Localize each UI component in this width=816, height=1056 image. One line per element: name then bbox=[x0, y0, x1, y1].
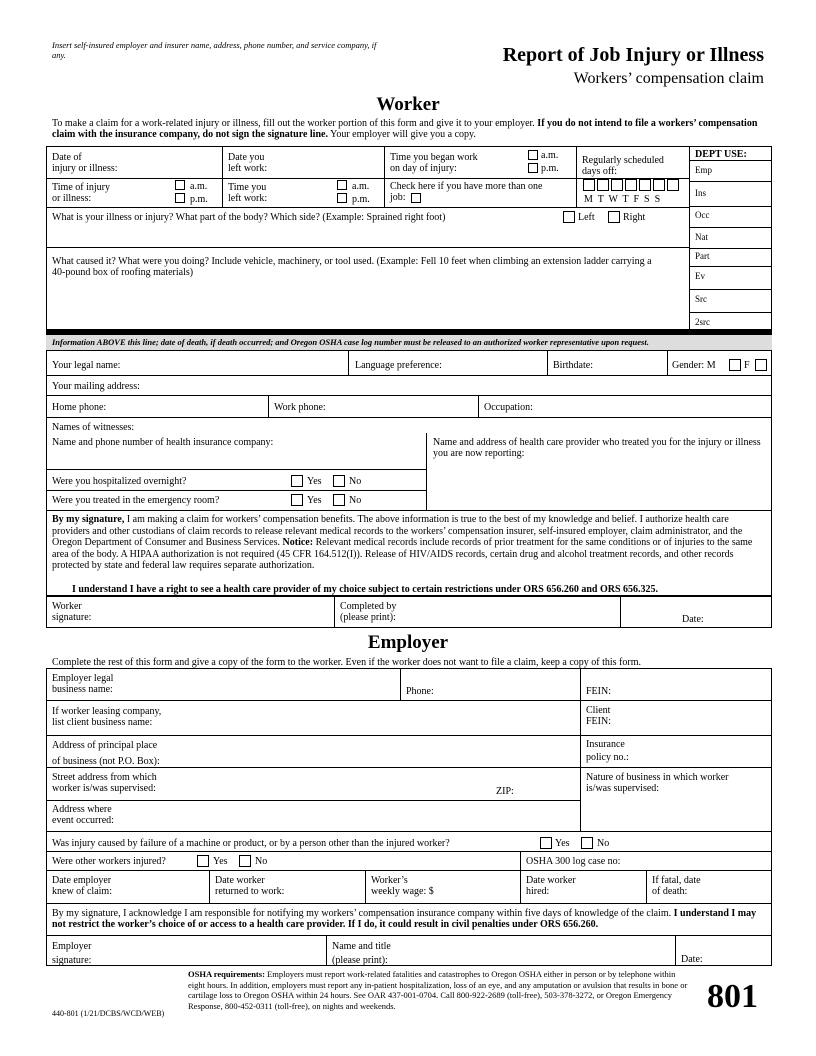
health-insurance-field[interactable]: Name and phone number of health insurance company: bbox=[52, 437, 274, 448]
day-off-saturday-checkbox[interactable] bbox=[653, 179, 665, 191]
osha-text: Employers must report work-related fatalities and catastrophes to Oregon OSHA either in person or by telephone within eight hours. In addition, employers must report any in-patient hospitalization, loss of an eye, and any amputation or avulsion that results in bone or cartilage loss to Oregon OSHA within 24 hours. See OAR 437-001-0704. Call 800-922-2689 (toll-free), 503-378-3272, or Oregon Emergency Response, 800-452-0311 (toll-free), on nights and weekends. bbox=[188, 969, 688, 1011]
zip-field[interactable]: ZIP: bbox=[496, 786, 514, 797]
completed-by-field[interactable]: Completed by (please print): bbox=[340, 601, 397, 623]
er-question: Were you treated in the emergency room? bbox=[52, 495, 220, 506]
insurance-policy-field[interactable]: Insurance policy no.: bbox=[586, 739, 629, 763]
am-label: a.m. bbox=[190, 181, 208, 192]
street-address-field[interactable]: Street address from which worker is/was supervised: bbox=[52, 772, 157, 794]
ack-bold: I understand I may not restrict the worker’s choice of or access to a health care provider. If I do, it could result in civil penalties under ORS 656.260. bbox=[52, 908, 757, 930]
dept-nat: Nat bbox=[695, 232, 708, 242]
left-label: Left bbox=[578, 212, 595, 223]
illness-injury-question[interactable]: What is your illness or injury? What part of the body? Which side? (Example: Sprained right foot) bbox=[52, 212, 446, 223]
cause-question[interactable]: What caused it? What were you doing? Include vehicle, machinery, or tool used. (Example: Fell 10 feet when climbing an extension ladder carrying a 40-pound box of roofing materials) bbox=[52, 256, 652, 278]
form-number: 801 bbox=[707, 978, 758, 1015]
other-injured-yes-checkbox[interactable] bbox=[197, 855, 209, 867]
health-care-provider-field[interactable]: Name and address of health care provider who treated you for the injury or illness you are now reporting: bbox=[433, 437, 761, 459]
worker-intro bbox=[52, 118, 764, 140]
no-label: No bbox=[255, 856, 268, 867]
date-employer-knew-field[interactable]: Date employer knew of claim: bbox=[52, 875, 112, 897]
legal-name-field[interactable]: Your legal name: bbox=[52, 360, 121, 371]
principal-address-field[interactable]: Address of principal place of business (not P.O. Box): bbox=[52, 740, 160, 767]
date-returned-field[interactable]: Date worker returned to work: bbox=[215, 875, 285, 897]
failure-question: Was injury caused by failure of a machine or product, or by a person other than the injured worker? bbox=[52, 838, 450, 849]
witnesses-field[interactable]: Names of witnesses: bbox=[52, 422, 135, 433]
employer-signature-field[interactable]: Employer signature: bbox=[52, 941, 92, 966]
other-workers-question: Were other workers injured? bbox=[52, 856, 166, 867]
gender-m-checkbox[interactable] bbox=[729, 359, 741, 371]
pm-label: p.m. bbox=[352, 194, 370, 205]
day-off-sunday-checkbox[interactable] bbox=[667, 179, 679, 191]
regularly-scheduled-days-off: Regularly scheduled days off: bbox=[582, 155, 664, 177]
days-of-week: M T W T F S S bbox=[584, 194, 661, 205]
form-subtitle: Workers’ compensation claim bbox=[573, 70, 764, 87]
other-injured-no-checkbox[interactable] bbox=[239, 855, 251, 867]
employer-phone-field[interactable]: Phone: bbox=[406, 686, 434, 697]
worker-signature-statement bbox=[52, 514, 768, 572]
employer-section-title: Employer bbox=[367, 632, 449, 653]
failure-yes-checkbox[interactable] bbox=[540, 837, 552, 849]
home-phone-field[interactable]: Home phone: bbox=[52, 402, 107, 413]
time-injury-pm-checkbox[interactable] bbox=[175, 193, 185, 203]
sig-bold: By my signature, bbox=[52, 514, 125, 525]
employer-intro: Complete the rest of this form and give a copy of the form to the worker. Even if the worker does not want to file a claim, keep a copy of this form. bbox=[52, 657, 641, 668]
worker-intro-tail: Your employer will give you a copy. bbox=[330, 129, 476, 140]
hospitalized-no-checkbox[interactable] bbox=[333, 475, 345, 487]
insert-note: Insert self-insured employer and insurer name, address, phone number, and service company, if any. bbox=[52, 40, 377, 60]
gender-f-label: F bbox=[744, 360, 750, 371]
name-title-field[interactable]: Name and title (please print): bbox=[332, 941, 391, 966]
yes-label: Yes bbox=[307, 495, 322, 506]
no-label: No bbox=[349, 476, 362, 487]
am-label: a.m. bbox=[541, 150, 559, 161]
time-of-injury-field[interactable]: Time of injury or illness: bbox=[52, 182, 110, 204]
weekly-wage-field[interactable]: Worker’s weekly wage: $ bbox=[371, 875, 434, 897]
dept-ins: Ins bbox=[695, 188, 706, 198]
dept-src: Src bbox=[695, 294, 707, 304]
no-label: No bbox=[349, 495, 362, 506]
dept-part: Part bbox=[695, 251, 710, 261]
gender-label: Gender: M bbox=[672, 360, 716, 371]
worker-intro-bold: If you do not intend to file a workers’ compensation claim with the insurance company, do not sign the signature line. bbox=[52, 118, 758, 140]
employer-date-field[interactable]: Date: bbox=[681, 954, 703, 965]
hospitalized-question: Were you hospitalized overnight? bbox=[52, 476, 187, 487]
date-hired-field[interactable]: Date worker hired: bbox=[526, 875, 576, 897]
sig-text-1: I am making a claim for workers’ compensation benefits. The above information is true to the best of my knowledge and belief. I authorize health care providers and other custodians of claim records to release relevant medical records to the workers’ compensation insurer, self-insured employer, claim administrator, and the Oregon Department of Consumer and Business Services. bbox=[52, 514, 743, 548]
time-left-am-checkbox[interactable] bbox=[337, 180, 347, 190]
er-yes-checkbox[interactable] bbox=[291, 494, 303, 506]
failure-no-checkbox[interactable] bbox=[581, 837, 593, 849]
dept-emp: Emp bbox=[695, 165, 712, 175]
nature-of-business-field[interactable]: Nature of business in which worker is/was supervised: bbox=[586, 772, 729, 794]
day-off-monday-checkbox[interactable] bbox=[583, 179, 595, 191]
worker-date-field[interactable]: Date: bbox=[682, 614, 704, 625]
no-label: No bbox=[597, 838, 610, 849]
employer-fein-field[interactable]: FEIN: bbox=[586, 686, 611, 697]
dept-ev: Ev bbox=[695, 271, 705, 281]
am-label: a.m. bbox=[352, 181, 370, 192]
more-than-one-job: Check here if you have more than one job: bbox=[390, 181, 543, 203]
time-injury-am-checkbox[interactable] bbox=[175, 180, 185, 190]
employer-legal-name-field[interactable]: Employer legal business name: bbox=[52, 673, 114, 695]
time-left-work-field[interactable]: Time you left work: bbox=[228, 182, 268, 204]
worker-signature-row bbox=[46, 596, 772, 628]
more-than-one-job-checkbox[interactable] bbox=[411, 193, 421, 203]
work-phone-field[interactable]: Work phone: bbox=[274, 402, 326, 413]
notice-bold: Notice: bbox=[282, 537, 314, 548]
dept-2src: 2src bbox=[695, 317, 710, 327]
employer-acknowledgement bbox=[52, 908, 768, 930]
form-title: Report of Job Injury or Illness bbox=[502, 44, 764, 66]
date-left-work-field[interactable]: Date you left work: bbox=[228, 152, 268, 174]
pm-label: p.m. bbox=[541, 163, 559, 174]
time-began-work-field[interactable]: Time you began work on day of injury: bbox=[390, 152, 478, 174]
occupation-field[interactable]: Occupation: bbox=[484, 402, 533, 413]
left-side-checkbox[interactable] bbox=[563, 211, 575, 223]
right-label: Right bbox=[623, 212, 646, 223]
ack-plain: By my signature, I acknowledge I am responsible for notifying my workers’ compensation insurance company within five days of knowledge of the claim. bbox=[52, 908, 672, 919]
day-off-wednesday-checkbox[interactable] bbox=[611, 179, 623, 191]
worker-signature-field[interactable]: Worker signature: bbox=[52, 601, 92, 623]
day-off-tuesday-checkbox[interactable] bbox=[597, 179, 609, 191]
client-fein-field[interactable]: Client FEIN: bbox=[586, 705, 611, 727]
dept-use-title: DEPT USE: bbox=[695, 149, 747, 160]
date-of-death-field[interactable]: If fatal, date of death: bbox=[652, 875, 701, 897]
release-note: Information ABOVE this line; date of death, if death occurred; and Oregon OSHA case log number must be released to an authorized worker representative upon request. bbox=[52, 337, 649, 347]
day-off-friday-checkbox[interactable] bbox=[639, 179, 651, 191]
date-of-injury-field[interactable]: Date of injury or illness: bbox=[52, 152, 118, 174]
right-side-checkbox[interactable] bbox=[608, 211, 620, 223]
yes-label: Yes bbox=[307, 476, 322, 487]
time-left-pm-checkbox[interactable] bbox=[337, 193, 347, 203]
language-preference-field[interactable]: Language preference: bbox=[355, 360, 442, 371]
time-began-pm-checkbox[interactable] bbox=[528, 163, 538, 173]
form-id: 440-801 (1/21/DCBS/WCD/WEB) bbox=[52, 1009, 165, 1018]
birthdate-field[interactable]: Birthdate: bbox=[553, 360, 593, 371]
er-no-checkbox[interactable] bbox=[333, 494, 345, 506]
mailing-address-field[interactable]: Your mailing address: bbox=[52, 381, 140, 392]
dept-occ: Occ bbox=[695, 210, 710, 220]
worker-intro-plain: To make a claim for a work-related injury or illness, fill out the worker portion of this form and give it to your employer. bbox=[52, 118, 535, 129]
worker-section-title: Worker bbox=[376, 94, 440, 115]
sig-text-2: Relevant medical records include records of prior treatment for the same conditions or of injuries to the same area of the body. A HIPAA authorization is not required (45 CFR 164.512(I)). Release of HIV/AIDS records, certain drug and alcohol treatment records, and other records protected by state and federal law requires separate authorization. bbox=[52, 537, 753, 571]
yes-label: Yes bbox=[555, 838, 570, 849]
provider-choice-statement: I understand I have a right to see a health care provider of my choice subject to certain restrictions under ORS 656.260 and ORS 656.325. bbox=[72, 584, 659, 595]
osha-bold: OSHA requirements: bbox=[188, 969, 265, 979]
gender-f-checkbox[interactable] bbox=[755, 359, 767, 371]
event-address-field[interactable]: Address where event occurred: bbox=[52, 804, 114, 826]
time-began-am-checkbox[interactable] bbox=[528, 150, 538, 160]
day-off-thursday-checkbox[interactable] bbox=[625, 179, 637, 191]
osha-requirements bbox=[188, 969, 693, 1011]
osha-log-field[interactable]: OSHA 300 log case no: bbox=[526, 856, 621, 867]
pm-label: p.m. bbox=[190, 194, 208, 205]
yes-label: Yes bbox=[213, 856, 228, 867]
hospitalized-yes-checkbox[interactable] bbox=[291, 475, 303, 487]
leasing-company-field[interactable]: If worker leasing company, list client business name: bbox=[52, 706, 162, 728]
